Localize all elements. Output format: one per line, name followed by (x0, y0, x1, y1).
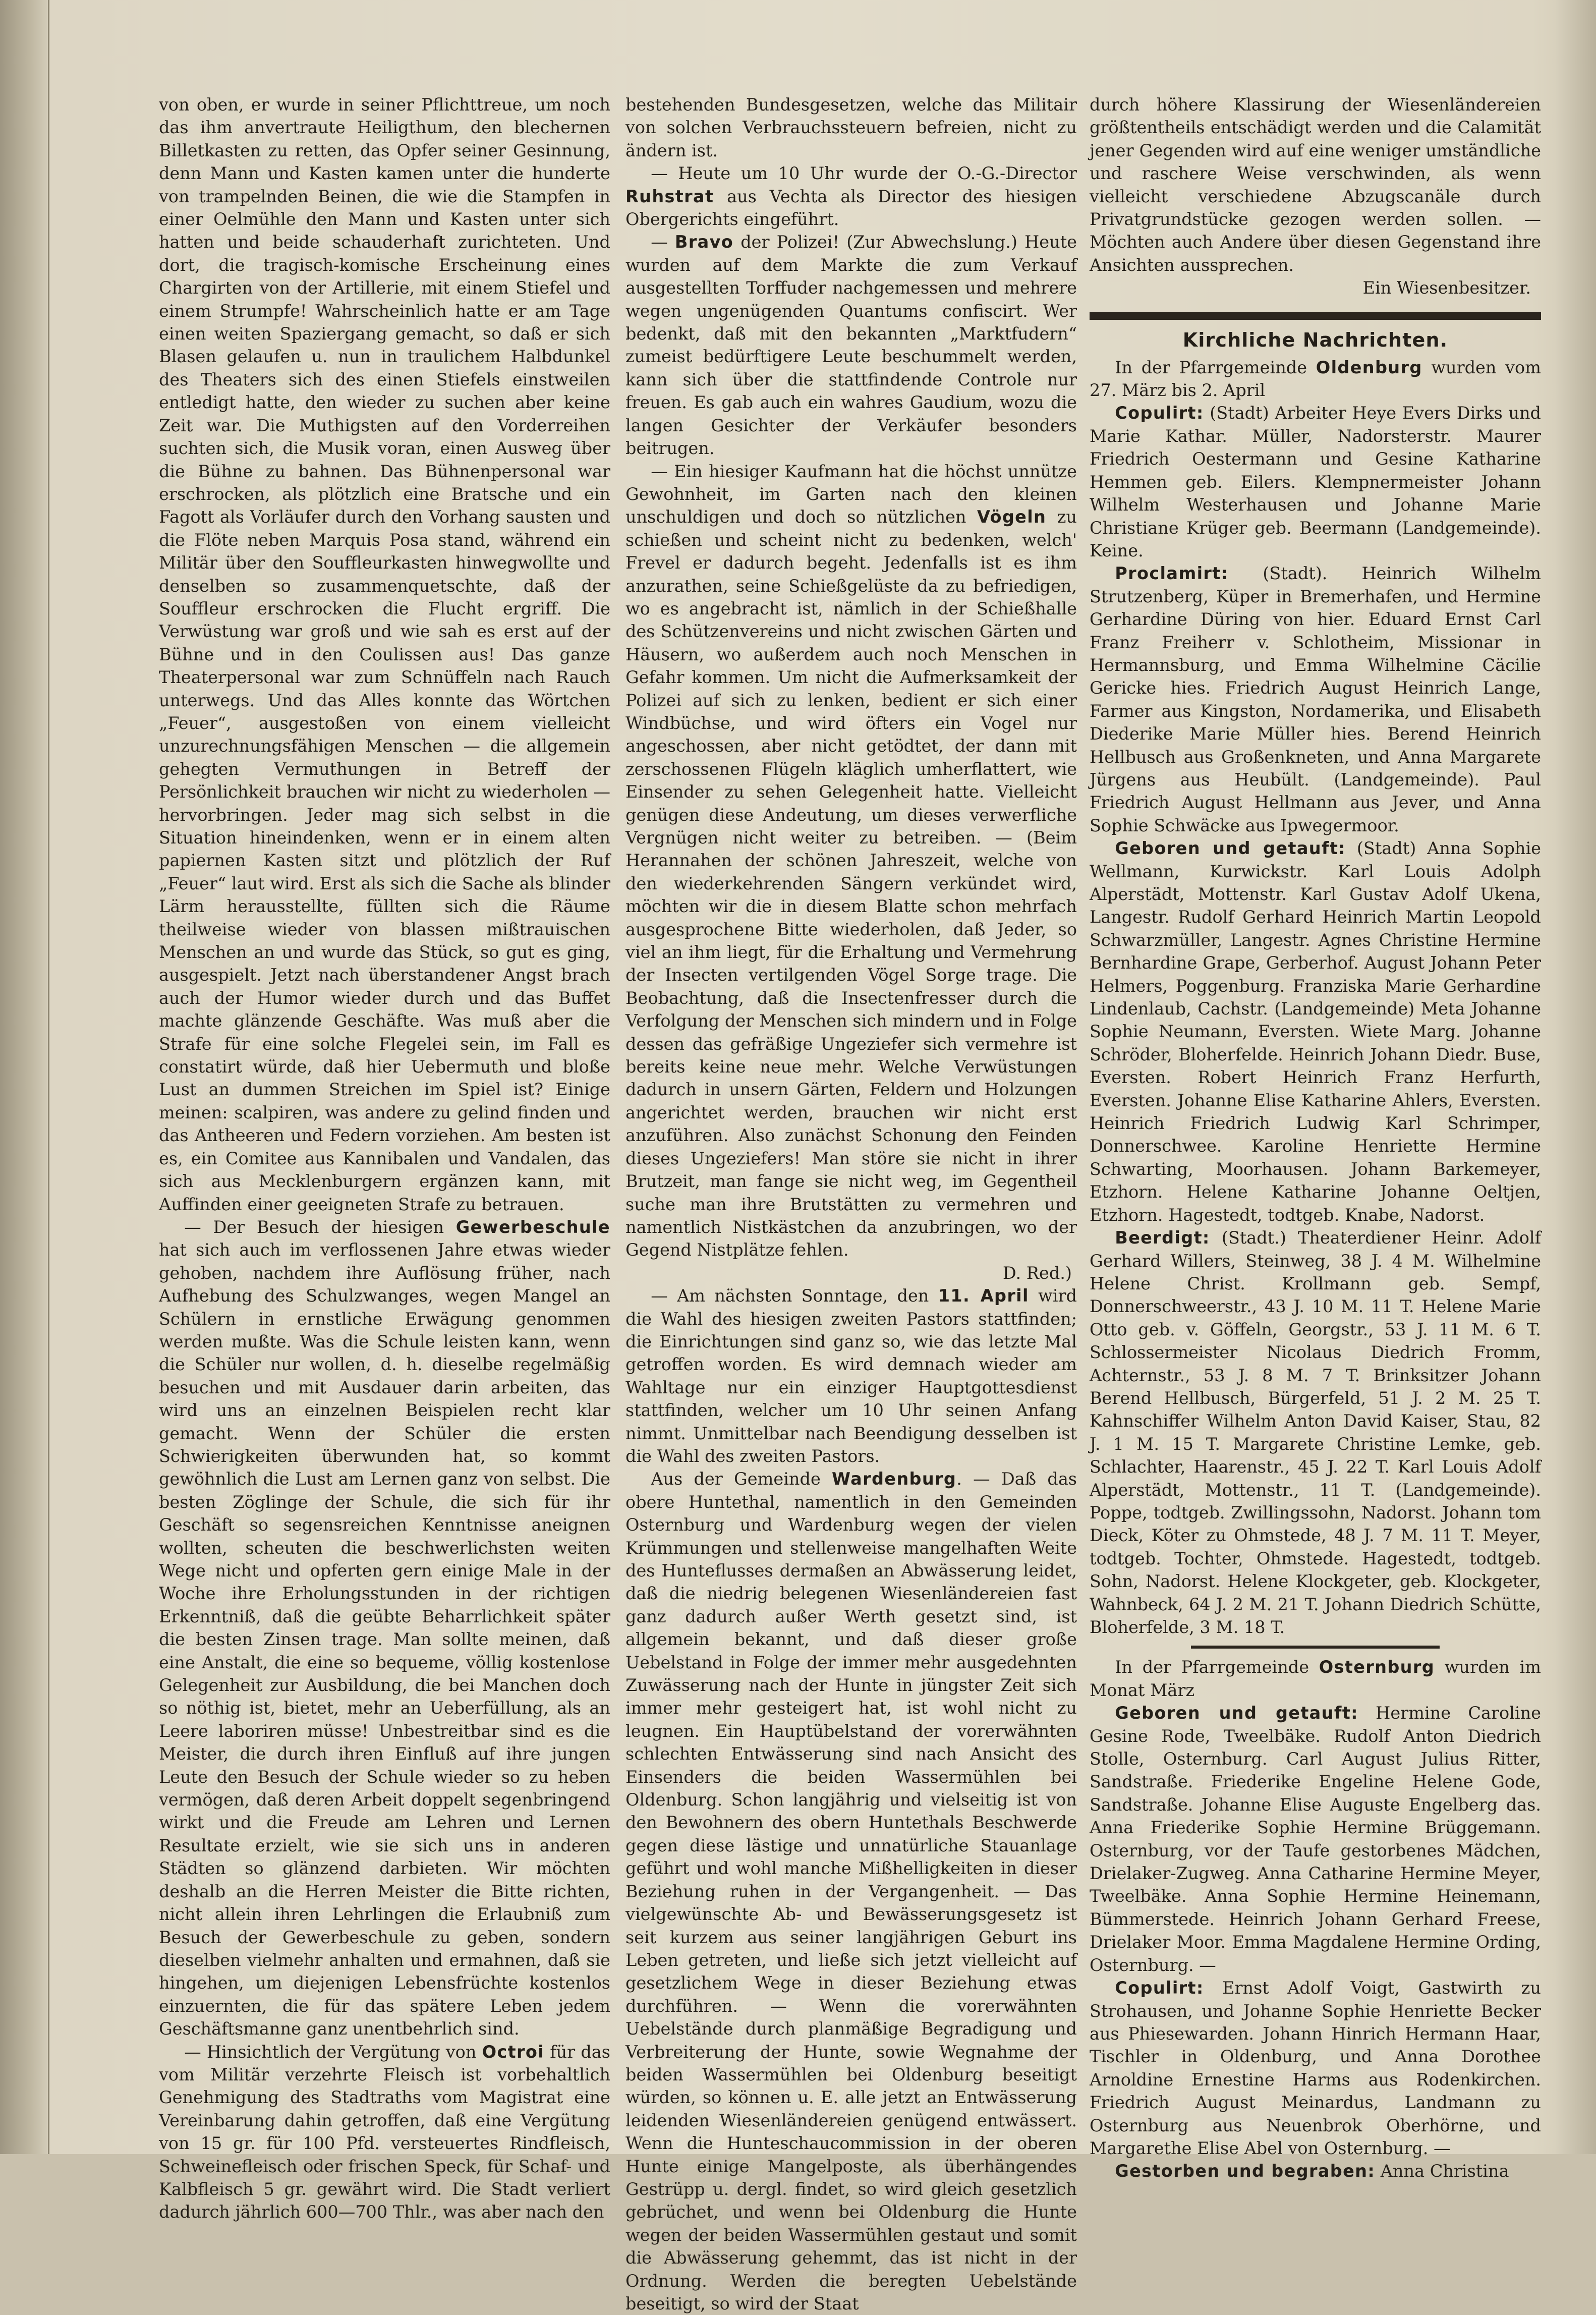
paragraph-lead: — (651, 232, 675, 252)
paragraph-text: zu schießen und scheint nicht zu bedenken, welch' Frevel er dadurch begeht. Jedenfalls ist es ihm anzurathen, seine Schießgelüste da zu befriedigen, wo es angebracht ist, nämlich in der Schießhalle des Schützenvereins und nicht zwischen Gärten und Häusern, wo außerdem auch noch Menschen in Gefahr kommen. Um nicht die Aufmerksamkeit der Polizei auf sich zu lenken, bedient er sich einer Windbüchse, und wird öfters ein Vogel nur angeschossen, aber nicht getödtet, der dann mit zerschossenen Flügeln kläglich umherflattert, wie Einsender zu sehen Gelegenheit hatte. Vielleicht genügen diese Andeutung, um dieses verwerfliche Vergnügen nicht weiter zu betreiben. — (Beim Herannahen der schönen Jahreszeit, welche von den wiederkehrenden Sängern verkündet wird, möchten wir die in diesem Blatte schon mehrfach ausgesprochene Bitte wiederholen, daß Jeder, so viel an ihm liegt, für die Erhaltung und Vermehrung der Insecten vertilgenden Vögel Sorge trage. Die Beobachtung, daß die Insectenfresser durch die Verfolgung der Menschen sich mindern und in Folge dessen das gefräßige Ungeziefer sich vermehre ist bereits keine neue mehr. Welche Verwüstungen dadurch in unsern Gärten, Feldern und Holzungen angerichtet werden, brauchen wir nicht erst anzuführen. Also zunächst Schonung den Feinden dieses Ungeziefers! Man störe sie nicht in ihrer Brutzeit, man fange sie nicht weg, im Gegentheil suche man ihre Brutstätten zu vermehren und namentlich Nistkästchen da anzubringen, wo der Gegend Nistplätze fehlen. (625, 507, 1077, 1260)
paragraph-text: hat sich auch im verflossenen Jahre etwas wieder gehoben, nachdem ihre Auflösung früher, nach Aufhebung des Schulzwanges, wegen Mangel an Schülern in ernstliche Erwägung genommen werden mußte. Was die Schule leisten kann, wenn die Schüler nur wollen, d. h. dieselbe regelmäßig besuchen und mit Ausdauer darin arbeiten, das wird uns an einzelnen Beispielen recht klar gemacht. Wenn der Schüler die ersten Schwierigkeiten überwunden hat, so kommt gewöhnlich die Lust am Lernen ganz von selbst. Die besten Zöglinge der Schule, die sich für ihr Geschäft so segensreichen Kenntnisse aneignen wollten, scheuten die beschwerlichsten weiten Wege nicht und opferten gern einige Male in der Woche ihre Erholungsstunden in der richtigen Erkenntniß, daß die geübte Beharrlichkeit später die besten Zinsen trage. Man sollte meinen, daß eine Anstalt, die eine so bequeme, völlig kostenlose Gelegenheit zur Ausbildung, die bei Manchen doch so nöthig ist, bietet, mehr an Ueberfüllung, als an Leere laboriren müsse! Unbestreitbar sind es die Meister, die durch ihren Einfluß auf ihre jungen Leute den Besuch der Schule wieder so zu heben vermögen, daß deren Arbeit doppelt segenbringend wirkt und die Freude am Lehren und Lernen Resultate erzielt, wie sie sich uns in anderen Städten so glänzend darbieten. Wir möchten deshalb an die Herren Meister die Bitte richten, nicht allein ihren Lehrlingen die Erlaubniß zum Besuch der Gewerbeschule zu geben, sondern dieselben vielmehr anhalten und ermahnen, daß sie hingehen, um diejenigen Lebensfrüchte kostenlos einzuernten, die für das spätere Leben jedem Geschäftsmanne ganz unentbehrlich sind. (159, 1240, 610, 2039)
paragraph-lead: — Hinsichtlich der Vergütung von (184, 2042, 482, 2062)
article-paragraph (625, 460, 1077, 1262)
binding-edge (0, 0, 49, 2154)
keyword-bold: Geboren und getauft: (1115, 1703, 1358, 1723)
keyword-bold: Copulirt: (1115, 403, 1204, 423)
keyword-bold: Beerdigt: (1115, 1228, 1210, 1248)
paragraph-text: (Stadt.) Theaterdiener Heinr. Adolf Gerhard Willers, Steinweg, 38 J. 4 M. Wilhelmine Helene Christ. Krollmann geb. Sempf, Donnerschweerstr., 43 J. 10 M. 11 T. Helene Marie Otto geb. v. Göffeln, Georgstr., 53 J. 11 M. 6 T. Schlossermeister Nicolaus Diedrich Fromm, Achternstr., 53 J. 8 M. 7 T. Brinksitzer Johann Berend Hellbusch, Bürgerfeld, 51 J. 2 M. 25 T. Kahnschiffer Wilhelm Anton David Kaiser, Stau, 82 J. 1 M. 15 T. Margarete Christine Lemke, geb. Schlachter, Haarenstr., 45 J. 22 T. Karl Louis Adolf Alperstädt, Mottenstr., 11 T. (Landgemeinde). Poppe, todtgeb. Zwillingssohn, Nadorst. Johann tom Dieck, Köter zu Ohmstede, 48 J. 7 M. 11 T. Meyer, todtgeb. Tochter, Ohmstede. Hagestedt, todtgeb. Sohn, Nadorst. Helene Klockgeter, geb. Klockgeter, Wahnbeck, 64 J. 2 M. 21 T. Johann Diedrich Schütte, Bloherfelde, 3 M. 18 T. (1090, 1228, 1541, 1637)
paragraph-lead: — Am nächsten Sonntage, den (651, 1286, 938, 1306)
paragraph-lead: — Heute um 10 Uhr wurde der O.-G.-Director (651, 163, 1077, 184)
article-paragraph (625, 93, 1077, 162)
column-left (159, 93, 610, 2222)
page-edge (1556, 0, 1596, 2154)
article-paragraph (1090, 1656, 1541, 1702)
article-paragraph (1090, 93, 1541, 276)
paragraph-text: (Stadt) Anna Sophie Wellmann, Kurwickstr. Karl Louis Adolph Alperstädt, Mottenstr. Karl Gustav Adolf Ukena, Langestr. Rudolf Gerhard Heinrich Martin Leopold Schwarzmüller, Langestr. Agnes Christine Hermine Bernhardine Grape, Gerberhof. August Johann Peter Helmers, Poggenburg. Franziska Marie Gerhardine Lindenlaub, Cachstr. (Landgemeinde) Meta Johanne Sophie Neumann, Eversten. Wiete Marg. Johanne Schröder, Bloherfelde. Heinrich Johann Diedr. Buse, Eversten. Robert Heinrich Franz Herfurth, Eversten. Johanne Elise Katharine Ahlers, Eversten. Heinrich Friedrich Ludwig Karl Schrimper, Donnerschwee. Karoline Henriette Hermine Schwarting, Moorhausen. Johann Barkemeyer, Etzhorn. Helene Katharine Johanne Oeltjen, Etzhorn. Hagestedt, todtgeb. Knabe, Nadorst. (1090, 838, 1542, 1225)
keyword-bold: Wardenburg (832, 1469, 957, 1489)
editor-signature: D. Red.) (1002, 1263, 1072, 1283)
paragraph-text: Ernst Adolf Voigt, Gastwirth zu Strohausen, und Johanne Sophie Henriette Becker aus Phiesewarden. Johann Hinrich Hermann Haar, Tischler in Oldenburg, und Anna Dorothee Arnoldine Ernestine Harms aus Rodenkirchen. Friedrich August Meinardus, Landmann zu Osternburg aus Neuenbrok Oberhörne, und Margarethe Elise Abel von Osternburg. — (1090, 1978, 1541, 2158)
keyword-bold: 11. April (938, 1286, 1029, 1306)
paragraph-text: (Stadt). Heinrich Wilhelm Strutzenberg, Küper in Bremerhafen, und Hermine Gerhardine Düring von hier. Eduard Ernst Carl Franz Freiherr v. Schlotheim, Missionar in Hermannsburg, und Emma Wilhelmine Cäcilie Gericke hies. Friedrich August Heinrich Lange, Farmer aus Kingston, Nordamerika, und Elisabeth Diederike Marie Müller hies. Berend Heinrich Hellbusch aus Großenkneten, und Anna Margarete Jürgens aus Heubült. (Landgemeinde). Paul Friedrich August Hellmann aus Jever, und Anna Sophie Schwäcke aus Ipwegermoor. (1090, 563, 1541, 835)
column-middle (625, 93, 1077, 2313)
paragraph-text: Anna Christina (1375, 2161, 1509, 2181)
paragraph-lead: In der Pfarrgemeinde (1115, 357, 1316, 377)
keyword-bold: Copulirt: (1115, 1978, 1204, 1998)
paragraph-text: wurden im Monat März (1090, 1657, 1541, 1700)
paragraph-text: der Polizei! (Zur Abwechslung.) Heute wurden auf dem Markte die zum Verkauf ausgestellten Torffuder nachgemessen und mehrere wegen ungenügenden Quantums confiscirt. Wer bedenkt, daß mit den bekannten „Marktfudern“ zumeist bedürftigere Leute beschummelt werden, kann sich über die stattfindende Controle nur freuen. Es gab auch ein wahres Gaudium, wozu die langen Gesichter der Verkäufer besonders beitrugen. (625, 232, 1077, 459)
paragraph-text: aus Vechta als Director des hiesigen Obergerichts eingeführt. (625, 186, 1077, 230)
article-paragraph (159, 1216, 610, 2041)
section-divider (1090, 312, 1541, 320)
article-paragraph (1090, 837, 1541, 1226)
article-paragraph (625, 1284, 1077, 1467)
keyword-bold: Geboren und getauft: (1115, 838, 1346, 859)
article-paragraph (625, 231, 1077, 460)
keyword-bold: Ruhstrat (625, 186, 714, 206)
column-right (1090, 93, 1542, 2181)
article-paragraph (1090, 402, 1541, 562)
section-heading: Kirchliche Nachrichten. (1182, 328, 1448, 351)
article-paragraph (159, 93, 610, 1216)
keyword-bold: Octroi (482, 2042, 545, 2062)
article-paragraph (625, 1467, 1077, 2315)
article-paragraph (1090, 1226, 1541, 1639)
paragraph-lead: In der Pfarrgemeinde (1115, 1657, 1319, 1677)
parish-divider (1191, 1646, 1439, 1649)
paragraph-text: (Stadt) Arbeiter Heye Evers Dirks und Marie Kathar. Müller, Nadorsterstr. Maurer Friedrich Oestermann und Gesine Katharine Hemmen geb. Eilers. Klempnermeister Johann Wilhelm Westerhausen und Johanne Marie Christiane Krüger geb. Beermann (Landgemeinde). Keine. (1090, 403, 1541, 560)
article-paragraph (625, 162, 1077, 231)
paragraph-text: für das vom Militär verzehrte Fleisch ist vorbehaltlich Genehmigung des Stadtraths vom Magistrat eine Vereinbarung dahin getroffen, daß eine Vergütung von 15 gr. für 100 Pfd. versteuertes Rindfleisch, Schweinefleisch oder frischen Speck, für Schaf- und Kalbfleisch 5 gr. gewährt wird. Die Stadt verliert dadurch jährlich 600—700 Thlr., was aber nach den (159, 2042, 610, 2222)
paragraph-text: wird die Wahl des hiesigen zweiten Pastors stattfinden; die Einrichtungen sind ganz so, wie das letzte Mal getroffen worden. Es wird demnach wieder am Wahltage nur ein einziger Hauptgottesdienst stattfinden, welcher um 10 Uhr seinen Anfang nimmt. Unmittelbar nach Beendigung desselben ist die Wahl des zweiten Pastors. (625, 1286, 1077, 1466)
article-paragraph (1090, 2160, 1541, 2182)
paragraph-lead: Aus der Gemeinde (651, 1469, 832, 1489)
article-signature: Ein Wiesenbesitzer. (1362, 278, 1531, 298)
paragraph-lead: — Der Besuch der hiesigen (184, 1217, 456, 1237)
paragraph-text: durch höhere Klassirung der Wiesenländereien größtentheils entschädigt werden und die Calamität jener Gegenden wird auf eine weniger umständliche und raschere Weise verschwinden, als wenn vielleicht verschiedene Abzugscanäle durch Privatgrundstücke gezogen werden sollen. — Möchten auch Andere über diesen Gegenstand ihre Ansichten aussprechen. (1090, 95, 1541, 275)
article-paragraph (1090, 356, 1541, 402)
article-paragraph (159, 2041, 610, 2224)
keyword-bold: Vögeln (977, 507, 1047, 527)
paragraph-text: . — Daß das obere Huntethal, namentlich in den Gemeinden Osternburg und Wardenburg wegen der vielen Krümmungen und stellenweise mangelhaften Weite des Hunteflusses dermaßen an Abwässerung leidet, daß die niedrig belegenen Wiesenländereien fast ganz dadurch außer Werth gesetzt sind, ist allgemein bekannt, und daß dieser große Uebelstand in Folge der immer mehr ausgedehnten Zuwässerung nach der Hunte in jüngster Zeit sich immer mehr gesteigert hat, ist wohl nicht zu leugnen. Ein Hauptübelstand der vorerwähnten schlechten Entwässerung sind nach Ansicht des Einsenders die beiden Wassermühlen bei Oldenburg. Schon langjährig und vielseitig ist von den Bewohnern des obern Huntethals Beschwerde gegen diese lästige und unnatürliche Stauanlage geführt und wohl manche Mißhelligkeiten in dieser Beziehung ruhen in der Vergangenheit. — Das vielgewünschte Ab- und Bewässerungsgesetz ist seit kurzem aus seiner langjährigen Geburt ins Leben getreten, und ließe sich jetzt vielleicht auf gesetzlichem Wege in dieser Beziehung etwas durchführen. — Wenn die vorerwähnten Uebelstände durch planmäßige Begradigung und Verbreiterung der Hunte, sowie Wegnahme der beiden Wassermühlen bei Oldenburg beseitigt würden, so können u. E. alle jetzt an Entwässerung leidenden Wiesenländereien genügend entwässert. Wenn die Hunteschaucommission in der oberen Hunte einige Mangelposte, als überhängendes Gestrüpp u. dergl. findet, so wird gleich gesetzlich gebrüchet, und wenn bei Oldenburg die Hunte wegen der beiden Wassermühlen gestaut und somit die Abwässerung gehemmt, das ist nicht in der Ordnung. Werden die beregten Uebelstände beseitigt, so wird der Staat (625, 1469, 1077, 2313)
keyword-bold: Gewerbeschule (455, 1217, 610, 1237)
paragraph-text: von oben, er wurde in seiner Pflichttreue, um noch das ihm anvertraute Heiligthum, den blechernen Billetkasten zu retten, das Opfer seiner Gesinnung, denn Mann und Kasten kamen unter die hunderte von trampelnden Beinen, die wie die Stampfen in einer Oelmühle den Mann und Kasten unter sich hatten und beide schauderhaft zurichteten. Und dort, die tragisch-komische Erscheinung eines Chargirten von der Artillerie, mit einem Stiefel und einem Strumpfe! Wahrscheinlich hatte er am Tage einen weiten Spaziergang gemacht, so daß er sich Blasen gelaufen u. nun in traulichem Halbdunkel des Theaters sich des einen Stiefels einstweilen entledigt hatte, den wieder zu suchen aber keine Zeit war. Die Muthigsten auf den Vorderreihen suchten sich, die Musik voran, einen Ausweg über die Bühne zu bahnen. Das Bühnenpersonal war erschrocken, als plötzlich eine Bratsche und ein Fagott als Vorläufer durch den Vorhang sausten und die Flöte neben Marquis Posa stand, während ein Militär über den Souffleurkasten hinwegwollte und denselben so zusammenquetschte, daß der Souffleur erschrocken die Flucht ergriff. Die Verwüstung war groß und wie sah es erst auf der Bühne und in den Coulissen aus! Das ganze Theaterpersonal war zum Schnüffeln nach Rauch unterwegs. Und das Alles konnte das Wörtchen „Feuer“, ausgestoßen von einem vielleicht unzurechnungsfähigen Menschen — die allgemein gehegten Vermuthungen in Betreff der Persönlichkeit brauchen wir nicht zu wiederholen — hervorbringen. Jeder mag sich selbst in die Situation hineindenken, wenn er in einem alten papiernen Kasten sitzt und plötzlich der Ruf „Feuer“ laut wird. Erst als sich die Sache als blinder Lärm herausstellte, füllten sich die Räume theilweise wieder von blassen mißtrauischen Menschen an und wurde das Stück, so gut es ging, ausgespielt. Jetzt nach überstandener Angst brach auch der Humor wieder durch und das Buffet machte glänzende Geschäfte. Was muß aber die Strafe für eine solche Flegelei sein, im Fall es constatirt würde, daß hier Uebermuth und bloße Lust an dummen Streichen im Spiel ist? Einige meinen: scalpiren, was andere zu gelind finden und das Antheeren und Federn vorziehen. Am besten ist es, ein Comitee aus Kannibalen und Vandalen, das sich aus Mecklenburgern ergänzen kann, mit Auffinden einer geeigneten Strafe zu betrauen. (159, 95, 610, 1214)
keyword-bold: Bravo (674, 232, 734, 252)
paragraph-text: Hermine Caroline Gesine Rode, Tweelbäke. Rudolf Anton Diedrich Stolle, Osternburg. Carl August Julius Ritter, Sandstraße. Friederike Engeline Helene Gode, Sandstraße. Johanne Elise Auguste Engelberg das. Anna Friederike Sophie Hermine Brüggemann. Osternburg, vor der Taufe gestorbenes Mädchen, Drielaker-Zugweg. Anna Catharine Hermine Meyer, Tweelbäke. Anna Sophie Hermine Heinemann, Bümmerstede. Heinrich Johann Gerhard Freese, Drielaker Moor. Emma Magdalene Hermine Ording, Osternburg. — (1090, 1703, 1541, 1975)
paragraph-lead: — Ein hiesiger Kaufmann hat die höchst unnütze Gewohnheit, im Garten nach den kleinen unschuldigen und doch so nützlichen (625, 461, 1077, 527)
keyword-bold: Osternburg (1319, 1657, 1435, 1677)
keyword-bold: Proclamirt: (1115, 563, 1229, 584)
paragraph-text: wurden vom 27. März bis 2. April (1090, 357, 1541, 401)
article-paragraph (1090, 562, 1541, 837)
keyword-bold: Oldenburg (1316, 357, 1422, 377)
article-paragraph (1090, 1702, 1541, 1977)
keyword-bold: Gestorben und begraben: (1115, 2161, 1376, 2181)
article-paragraph (1090, 1977, 1541, 2160)
paragraph-text: bestehenden Bundesgesetzen, welche das Militair von solchen Verbrauchssteuern befreien, nicht zu ändern ist. (625, 95, 1077, 160)
